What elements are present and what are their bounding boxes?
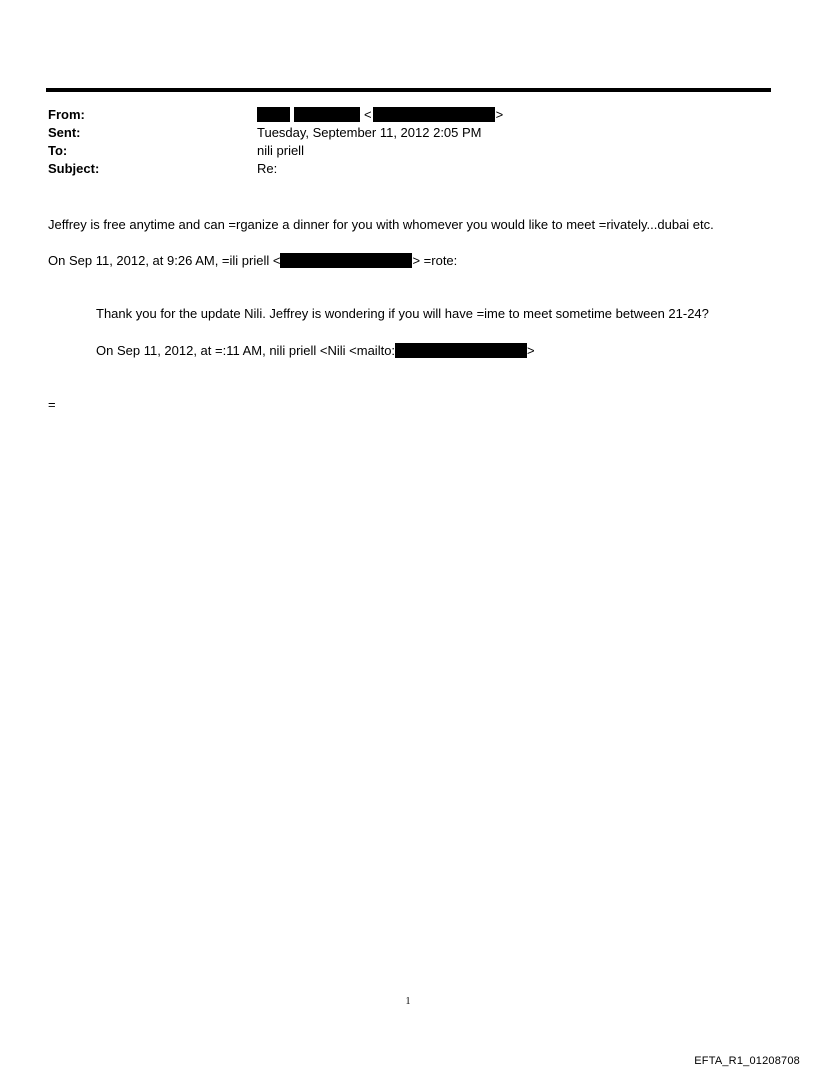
redaction-box	[280, 253, 412, 268]
attribution-prefix: On Sep 11, 2012, at 9:26 AM, =ili priell <	[48, 253, 281, 268]
attribution-suffix: > =rote:	[412, 253, 458, 268]
quoted-paragraph: Thank you for the update Nili. Jeffrey is wondering if you will have =ime to meet sometime between 21-24?	[96, 306, 709, 321]
to-label: To:	[48, 143, 68, 158]
redaction-box	[373, 107, 495, 122]
subject-value: Re:	[257, 161, 278, 176]
from-gt: >	[495, 107, 504, 122]
quoted-attribution	[96, 342, 535, 360]
quoted-attribution-prefix: On Sep 11, 2012, at =:11 AM, nili priell <Nili <mailto:	[96, 343, 396, 358]
reply-attribution	[48, 252, 457, 270]
from-label: From:	[48, 107, 85, 122]
subject-label: Subject:	[48, 161, 100, 176]
sent-label: Sent:	[48, 125, 81, 140]
redaction-box	[395, 343, 527, 358]
from-value	[257, 106, 503, 124]
redaction-box	[294, 107, 360, 122]
document-id: EFTA_R1_01208708	[694, 1055, 800, 1067]
quoted-attribution-suffix: >	[527, 343, 535, 358]
header-divider	[46, 88, 771, 92]
body-paragraph: Jeffrey is free anytime and can =rganize a dinner for you with whomever you would like to meet =rivately...dubai etc.	[48, 217, 714, 232]
trailing-character: =	[48, 397, 56, 412]
to-value: nili priell	[257, 143, 304, 158]
redaction-box	[257, 107, 290, 122]
page-number: 1	[405, 996, 411, 1007]
sent-value: Tuesday, September 11, 2012 2:05 PM	[257, 125, 482, 140]
from-lt: <	[364, 107, 372, 122]
